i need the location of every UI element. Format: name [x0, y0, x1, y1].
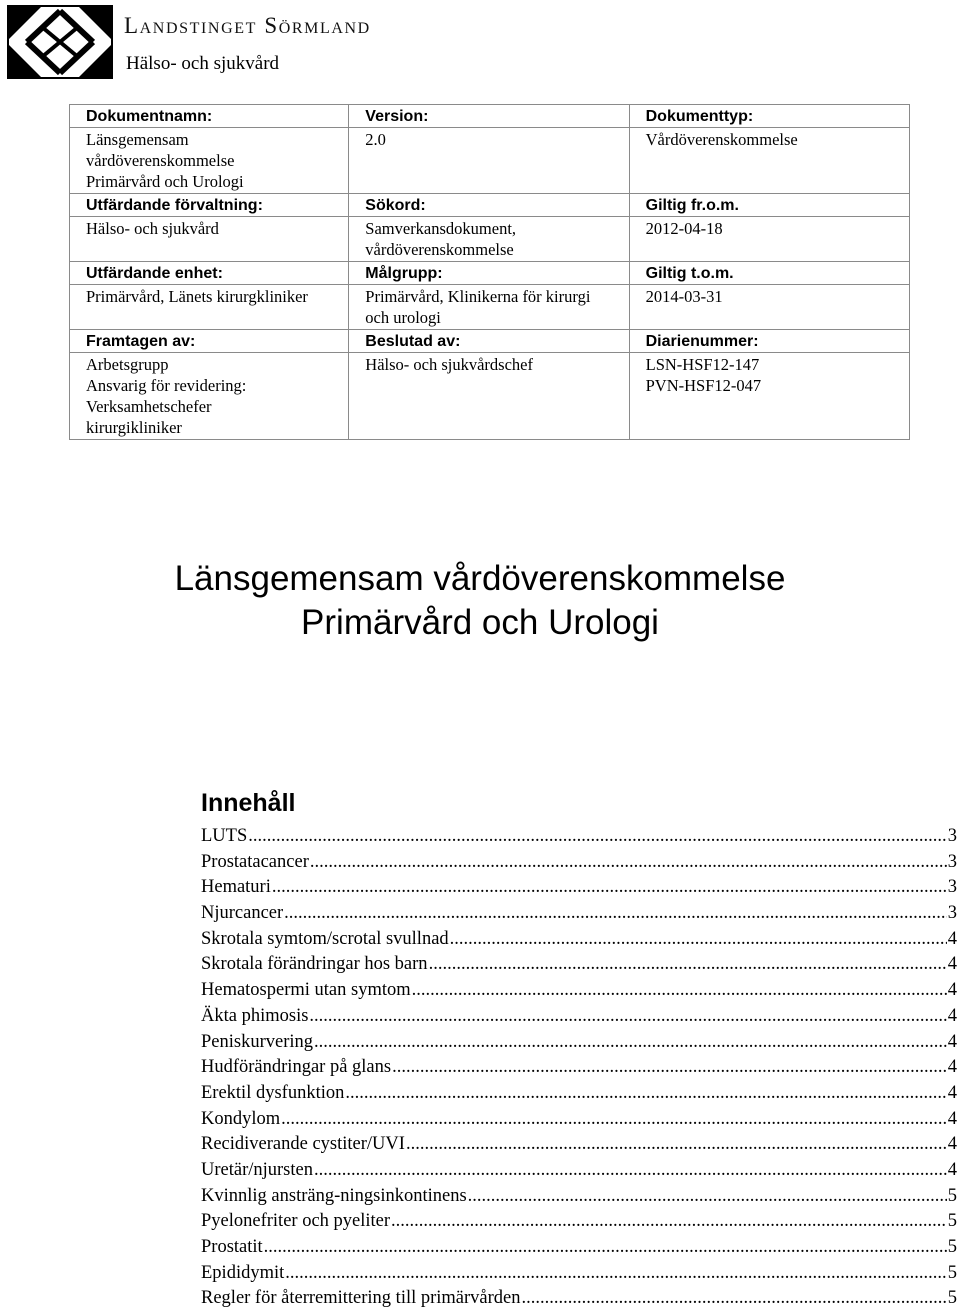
target-group-line: och urologi [365, 308, 441, 327]
prepared-by-line: kirurgikliniker [86, 418, 182, 437]
prepared-by-line: Arbetsgrupp [86, 355, 169, 374]
toc-leader-dots [468, 1184, 947, 1210]
toc-leader-dots [406, 1132, 947, 1158]
toc-entry[interactable] [201, 1184, 957, 1210]
toc-entry-page[interactable]: 4 [947, 1108, 957, 1129]
registration-number-line: LSN-HSF12-147 [645, 355, 760, 374]
toc-entry[interactable] [201, 901, 957, 927]
toc-leader-dots [284, 901, 947, 927]
toc-entry-page[interactable]: 4 [947, 1134, 957, 1155]
toc-leader-dots [309, 1004, 946, 1030]
toc-entry-page[interactable]: 4 [947, 980, 957, 1001]
toc-entry[interactable] [201, 875, 957, 901]
toc-leader-dots [314, 1030, 947, 1056]
label-decided-by: Beslutad av: [349, 330, 629, 353]
table-row [70, 105, 910, 128]
label-version: Version: [349, 105, 629, 128]
label-valid-from: Giltig fr.o.m. [629, 194, 909, 217]
toc-entry-title[interactable]: Kvinnlig ansträng-ningsinkontinens [201, 1185, 467, 1206]
toc-leader-dots [264, 1235, 947, 1261]
document-title [0, 557, 960, 645]
toc-leader-dots [450, 927, 947, 953]
landstinget-sormland-logo-icon [7, 5, 113, 79]
table-row [70, 353, 910, 440]
toc-leader-dots [391, 1209, 947, 1235]
prepared-by-line: Ansvarig för revidering: [86, 376, 247, 395]
toc-leader-dots [314, 1158, 947, 1184]
value-decided-by: Hälso- och sjukvårdschef [349, 353, 629, 440]
toc-entry-page[interactable]: 4 [947, 1082, 957, 1103]
toc-entry-title[interactable]: Hematuri [201, 877, 271, 898]
toc-entry[interactable] [201, 1235, 957, 1261]
toc-entry-title[interactable]: Regler för återremittering till primärvården [201, 1288, 521, 1309]
toc-entry[interactable] [201, 952, 957, 978]
prepared-by-line: Verksamhetschefer [86, 397, 212, 416]
label-document-type: Dokumenttyp: [629, 105, 909, 128]
table-row [70, 262, 910, 285]
toc-entry-page[interactable]: 4 [947, 1031, 957, 1052]
toc-entry-title[interactable]: Hudförändringar på glans [201, 1057, 392, 1078]
label-target-group: Målgrupp: [349, 262, 629, 285]
document-name-line: Länsgemensam [86, 130, 189, 149]
toc-entry-page[interactable]: 3 [947, 851, 957, 872]
toc-leader-dots [248, 824, 947, 850]
label-prepared-by: Framtagen av: [70, 330, 349, 353]
registration-number-line: PVN-HSF12-047 [645, 376, 762, 395]
value-document-type: Vårdöverenskommelse [629, 128, 909, 194]
value-registration-number [629, 353, 909, 440]
document-name-line: Primärvård och Urologi [86, 172, 244, 191]
toc-entry-title[interactable]: Skrotala symtom/scrotal svullnad [201, 928, 449, 949]
target-group-line: Primärvård, Klinikerna för kirurgi [365, 287, 591, 306]
label-issuing-unit: Utfärdande enhet: [70, 262, 349, 285]
table-row [70, 194, 910, 217]
toc-entry-title[interactable]: Hematospermi utan symtom [201, 980, 411, 1001]
toc-entry[interactable] [201, 927, 957, 953]
toc-entry[interactable] [201, 1209, 957, 1235]
toc-entry[interactable] [201, 1004, 957, 1030]
document-info-table [69, 104, 910, 440]
label-valid-to: Giltig t.o.m. [629, 262, 909, 285]
table-of-contents [201, 824, 957, 1312]
toc-entry[interactable] [201, 1055, 957, 1081]
toc-heading: Innehåll [201, 789, 296, 817]
toc-entry-page[interactable]: 4 [947, 954, 957, 975]
toc-entry-title[interactable]: Prostatacancer [201, 851, 309, 872]
table-row [70, 285, 910, 330]
table-row [70, 217, 910, 262]
title-line: Primärvård och Urologi [301, 603, 659, 642]
value-prepared-by [70, 353, 349, 440]
toc-entry-page[interactable]: 4 [947, 1159, 957, 1180]
organization-name: Landstinget Sörmland [124, 13, 371, 38]
toc-leader-dots [522, 1286, 947, 1312]
table-row [70, 128, 910, 194]
toc-entry-page[interactable]: 3 [947, 826, 957, 846]
title-line: Länsgemensam vårdöverenskommelse [174, 559, 786, 598]
value-version: 2.0 [349, 128, 629, 194]
toc-entry-title[interactable]: Prostatit [201, 1237, 263, 1257]
toc-entry[interactable] [201, 1261, 957, 1287]
toc-entry-title[interactable]: Peniskurvering [201, 1031, 314, 1052]
label-issuing-administration: Utfärdande förvaltning: [70, 194, 349, 217]
table-row [70, 330, 910, 353]
toc-entry-title[interactable]: LUTS [201, 826, 248, 846]
toc-entry[interactable] [201, 1081, 957, 1107]
toc-entry[interactable] [201, 1158, 957, 1184]
toc-entry-page[interactable]: 3 [947, 903, 957, 924]
value-keywords [349, 217, 629, 262]
toc-entry-page[interactable]: 5 [947, 1288, 957, 1309]
value-valid-from: 2012-04-18 [629, 217, 909, 262]
value-document-name [70, 128, 349, 194]
toc-leader-dots [392, 1055, 947, 1081]
toc-entry[interactable] [201, 1132, 957, 1158]
keywords-line: vårdöverenskommelse [365, 240, 514, 259]
toc-entry-title[interactable]: Uretär/njursten [201, 1159, 313, 1180]
keywords-line: Samverkansdokument, [365, 219, 517, 238]
toc-leader-dots [281, 1107, 947, 1133]
toc-entry[interactable] [201, 824, 957, 850]
toc-entry-title[interactable]: Erektil dysfunktion [201, 1082, 345, 1103]
value-issuing-administration: Hälso- och sjukvård [70, 217, 349, 262]
toc-entry[interactable] [201, 1107, 957, 1133]
toc-entry-title[interactable]: Recidiverande cystiter/UVI [201, 1134, 405, 1155]
toc-entry-title[interactable]: Njurcancer [201, 903, 284, 924]
toc-leader-dots [272, 875, 947, 901]
value-issuing-unit: Primärvård, Länets kirurgkliniker [70, 285, 349, 330]
toc-leader-dots [310, 850, 947, 876]
toc-entry[interactable] [201, 978, 957, 1004]
toc-entry-title[interactable]: Epididymit [201, 1262, 285, 1283]
toc-entry-title[interactable]: Skrotala förändringar hos barn [201, 954, 428, 975]
toc-entry-page[interactable]: 5 [947, 1211, 957, 1232]
toc-leader-dots [429, 952, 947, 978]
toc-entry-page[interactable]: 5 [947, 1185, 957, 1206]
toc-entry-page[interactable]: 4 [947, 1057, 957, 1078]
organization-subtitle: Hälso- och sjukvård [126, 53, 280, 74]
label-keywords: Sökord: [349, 194, 629, 217]
toc-entry-page[interactable]: 5 [947, 1237, 957, 1257]
toc-entry-page[interactable]: 3 [947, 877, 957, 898]
label-document-name: Dokumentnamn: [70, 105, 349, 128]
toc-entry[interactable] [201, 850, 957, 876]
toc-entry-page[interactable]: 5 [947, 1262, 957, 1283]
toc-entry-page[interactable]: 4 [947, 928, 957, 949]
toc-entry-title[interactable]: Äkta phimosis [201, 1005, 309, 1026]
toc-leader-dots [345, 1081, 946, 1107]
toc-entry[interactable] [201, 1030, 957, 1056]
value-target-group [349, 285, 629, 330]
toc-entry-title[interactable]: Pyelonefriter och pyeliter [201, 1211, 391, 1232]
document-name-line: vårdöverenskommelse [86, 151, 235, 170]
value-valid-to: 2014-03-31 [629, 285, 909, 330]
toc-entry[interactable] [201, 1286, 957, 1312]
toc-entry-page[interactable]: 4 [947, 1005, 957, 1026]
toc-entry-title[interactable]: Kondylom [201, 1108, 281, 1129]
label-registration-number: Diarienummer: [629, 330, 909, 353]
toc-leader-dots [285, 1261, 947, 1287]
toc-leader-dots [412, 978, 947, 1004]
